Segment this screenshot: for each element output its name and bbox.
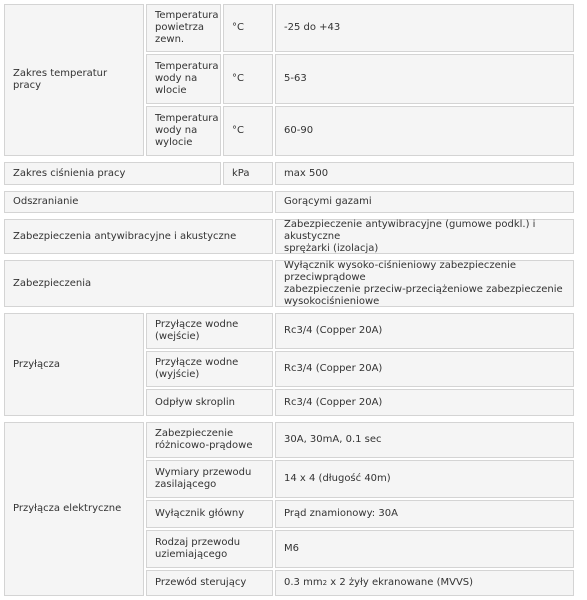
water-in-connection-param: Przyłącze wodne (wejście): [146, 313, 273, 349]
air-temp-value: -25 do +43: [275, 4, 574, 52]
temp-range-label: Zakres temperatur pracy: [4, 4, 144, 156]
water-in-temp-unit: °C: [223, 54, 273, 104]
water-out-temp-value: 60-90: [275, 106, 574, 156]
ground-cable-param: Rodzaj przewodu uziemiającego: [146, 530, 273, 568]
drain-value: Rc3/4 (Copper 20A): [275, 389, 574, 416]
control-cable-value-suffix: x 2 żyły ekranowane (MVVS): [327, 577, 474, 588]
water-out-connection-value: Rc3/4 (Copper 20A): [275, 351, 574, 387]
control-cable-value-prefix: 0.3 mm: [284, 577, 323, 588]
vibration-value: Zabezpieczenie antywibracyjne (gumowe podkl.) i akustyczne sprężarki (izolacja): [275, 219, 574, 254]
control-cable-param: Przewód sterujący: [146, 570, 273, 596]
pressure-unit: kPa: [223, 162, 273, 185]
power-cable-param: Wymiary przewodu zasilającego: [146, 460, 273, 498]
main-switch-value: Prąd znamionowy: 30A: [275, 500, 574, 528]
pressure-label: Zakres ciśnienia pracy: [4, 162, 221, 185]
defrost-value: Gorącymi gazami: [275, 191, 574, 213]
water-in-temp-param: Temperatura wody na wlocie: [146, 54, 221, 104]
water-in-temp-value: 5-63: [275, 54, 574, 104]
ground-cable-value: M6: [275, 530, 574, 568]
pressure-value: max 500: [275, 162, 574, 185]
water-out-temp-param: Temperatura wody na wylocie: [146, 106, 221, 156]
control-cable-value: 0.3 mm 2 x 2 żyły ekranowane (MVVS): [275, 570, 574, 596]
defrost-label: Odszranianie: [4, 191, 273, 213]
drain-param: Odpływ skroplin: [146, 389, 273, 416]
water-out-connection-param: Przyłącze wodne (wyjście): [146, 351, 273, 387]
protection-value: Wyłącznik wysoko-ciśnieniowy zabezpieczenie przeciwprądowe zabezpieczenie przeciw-przeciążeniowe zabezpieczenie wysokociśnieniowe: [275, 260, 574, 307]
protection-label: Zabezpieczenia: [4, 260, 273, 307]
connections-label: Przyłącza: [4, 313, 144, 416]
water-out-temp-unit: °C: [223, 106, 273, 156]
rcd-param: Zabezpieczenie różnicowo-prądowe: [146, 422, 273, 458]
power-cable-value: 14 x 4 (długość 40m): [275, 460, 574, 498]
vibration-label: Zabezpieczenia antywibracyjne i akustyczne: [4, 219, 273, 254]
main-switch-param: Wyłącznik główny: [146, 500, 273, 528]
air-temp-param: Temperatura powietrza zewn.: [146, 4, 221, 52]
electrical-label: Przyłącza elektryczne: [4, 422, 144, 596]
water-in-connection-value: Rc3/4 (Copper 20A): [275, 313, 574, 349]
rcd-value: 30A, 30mA, 0.1 sec: [275, 422, 574, 458]
air-temp-unit: °C: [223, 4, 273, 52]
